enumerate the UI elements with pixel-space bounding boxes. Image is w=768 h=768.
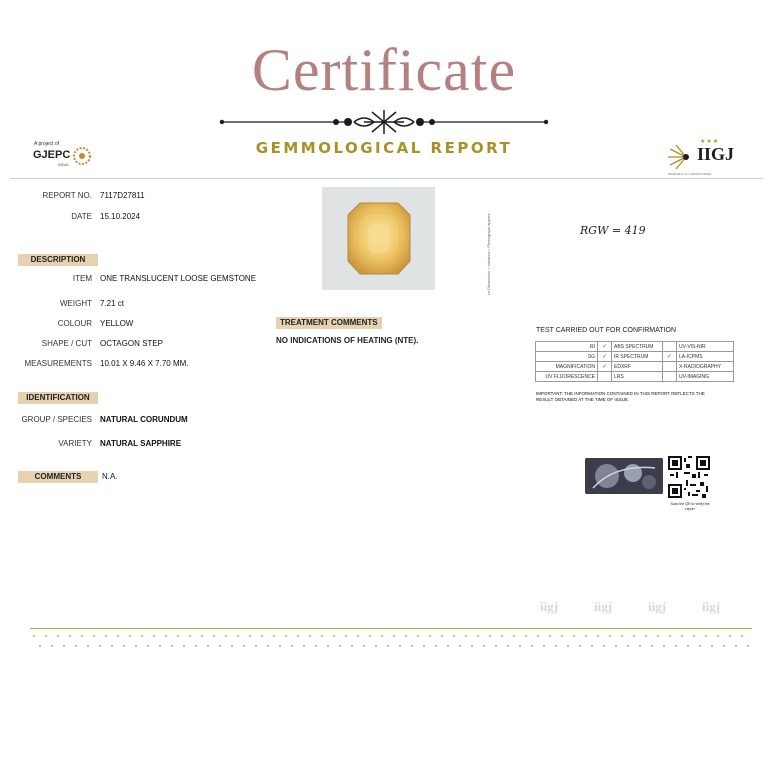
decorative-dot bbox=[297, 635, 299, 637]
decorative-dot bbox=[417, 635, 419, 637]
decorative-dot bbox=[33, 635, 35, 637]
iigj-watermark: iigj bbox=[540, 599, 559, 614]
decorative-dot bbox=[111, 645, 113, 647]
comments-value: N.A. bbox=[102, 472, 118, 481]
decorative-dot bbox=[543, 645, 545, 647]
decorative-dot bbox=[243, 645, 245, 647]
decorative-dot bbox=[657, 635, 659, 637]
decorative-dot bbox=[603, 645, 605, 647]
iigj-logo-text: IIGJ bbox=[697, 144, 735, 164]
decorative-dot bbox=[723, 645, 725, 647]
decorative-dot bbox=[285, 635, 287, 637]
test-cell: UV FLUORESCENCE bbox=[536, 372, 598, 382]
decorative-dot bbox=[81, 635, 83, 637]
decorative-dot bbox=[711, 645, 713, 647]
check-icon: ✓ bbox=[663, 352, 677, 362]
check-icon: ✓ bbox=[598, 342, 612, 352]
decorative-dot bbox=[279, 645, 281, 647]
decorative-dot bbox=[573, 635, 575, 637]
decorative-dot bbox=[231, 645, 233, 647]
decorative-dot bbox=[609, 635, 611, 637]
comments-header: COMMENTS bbox=[18, 471, 98, 483]
gjepc-country: INDIA bbox=[58, 162, 69, 167]
decorative-dot bbox=[183, 645, 185, 647]
decorative-dot bbox=[195, 645, 197, 647]
item-label: ITEM bbox=[72, 274, 92, 283]
decorative-dot bbox=[129, 635, 131, 637]
check-icon bbox=[663, 362, 677, 372]
decorative-dot bbox=[747, 645, 749, 647]
decorative-dot bbox=[531, 645, 533, 647]
iigj-watermark: iigj bbox=[648, 599, 667, 614]
decorative-dot bbox=[159, 645, 161, 647]
decorative-dot bbox=[351, 645, 353, 647]
check-icon: ✓ bbox=[598, 362, 612, 372]
decorative-dot bbox=[255, 645, 257, 647]
decorative-dot bbox=[273, 635, 275, 637]
decorative-dot bbox=[57, 635, 59, 637]
decorative-dot bbox=[267, 645, 269, 647]
decorative-dot bbox=[213, 635, 215, 637]
decorative-dot bbox=[225, 635, 227, 637]
gjepc-logo-text: GJEPC bbox=[33, 149, 71, 161]
qr-caption: Scan the QR to verify the report bbox=[670, 502, 710, 511]
measurements-value: 10.01 X 9.46 X 7.70 MM. bbox=[100, 359, 189, 368]
weight-label: WEIGHT bbox=[60, 299, 92, 308]
header-divider bbox=[10, 178, 763, 179]
hologram-seal bbox=[585, 458, 663, 494]
iigj-subtitle: RESEARCH & LABORATORIES bbox=[668, 172, 712, 176]
decorative-dot bbox=[99, 645, 101, 647]
test-cell: LRS bbox=[612, 372, 663, 382]
decorative-dot bbox=[567, 645, 569, 647]
tests-table bbox=[535, 341, 734, 382]
test-cell: LA-ICPMS bbox=[677, 352, 734, 362]
important-note: IMPORTANT: THE INFORMATION CONTAINED IN THIS REPORT REFLECTS THE RESULT OBTAINED AT THE TIME OF ISSUE. bbox=[536, 391, 705, 402]
report-title: GEMMOLOGICAL REPORT bbox=[255, 139, 513, 157]
decorative-dot bbox=[513, 635, 515, 637]
decorative-dot bbox=[291, 645, 293, 647]
report-no-value: 7117D27811 bbox=[100, 191, 145, 200]
decorative-dot bbox=[405, 635, 407, 637]
iigj-stars-icon: ★★★ bbox=[700, 139, 720, 145]
table-row bbox=[536, 342, 734, 352]
decorative-dot bbox=[483, 645, 485, 647]
decorative-dot bbox=[435, 645, 437, 647]
decorative-dot bbox=[393, 635, 395, 637]
tests-title: TEST CARRIED OUT FOR CONFIRMATION bbox=[536, 327, 677, 334]
gjepc-tag: A project of bbox=[34, 141, 60, 147]
decorative-dot bbox=[729, 635, 731, 637]
decorative-dot bbox=[171, 645, 173, 647]
decorative-dot bbox=[369, 635, 371, 637]
decorative-dot bbox=[693, 635, 695, 637]
gjepc-emblem-icon bbox=[72, 146, 92, 166]
table-row bbox=[536, 352, 734, 362]
certificate-title: Certificate bbox=[251, 37, 517, 103]
test-cell: UV-VIS-NIR bbox=[677, 342, 734, 352]
decorative-dot bbox=[165, 635, 167, 637]
title-ornament-divider bbox=[218, 108, 550, 136]
group-species-value: NATURAL CORUNDUM bbox=[100, 415, 188, 424]
decorative-dot bbox=[207, 645, 209, 647]
decorative-dot bbox=[117, 635, 119, 637]
measurements-label: MEASUREMENTS bbox=[24, 359, 92, 368]
decorative-dot bbox=[459, 645, 461, 647]
decorative-dot bbox=[399, 645, 401, 647]
description-header: DESCRIPTION bbox=[18, 254, 98, 266]
iigj-sunburst-icon bbox=[666, 144, 692, 170]
decorative-dot bbox=[93, 635, 95, 637]
test-cell: RI bbox=[536, 342, 598, 352]
group-species-label: GROUP / SPECIES bbox=[21, 415, 92, 424]
decorative-dot bbox=[39, 645, 41, 647]
decorative-dot bbox=[489, 635, 491, 637]
variety-label: VARIETY bbox=[58, 439, 92, 448]
report-no-label: REPORT NO. bbox=[42, 191, 92, 200]
decorative-dot bbox=[261, 635, 263, 637]
decorative-dot bbox=[705, 635, 707, 637]
check-icon bbox=[663, 342, 677, 352]
decorative-dot bbox=[561, 635, 563, 637]
date-label: DATE bbox=[71, 212, 92, 221]
decorative-dot bbox=[447, 645, 449, 647]
decorative-dot bbox=[135, 645, 137, 647]
decorative-dot bbox=[681, 635, 683, 637]
decorative-dot bbox=[501, 635, 503, 637]
decorative-dot bbox=[333, 635, 335, 637]
variety-value: NATURAL SAPPHIRE bbox=[100, 439, 182, 448]
decorative-dot bbox=[627, 645, 629, 647]
test-cell: ABS SPECTRUM bbox=[612, 342, 663, 352]
decorative-dot bbox=[201, 635, 203, 637]
test-cell: IR SPECTRUM bbox=[612, 352, 663, 362]
shape-cut-value: OCTAGON STEP bbox=[100, 339, 163, 348]
decorative-dot bbox=[621, 635, 623, 637]
gemstone-photo bbox=[322, 187, 435, 290]
item-value: ONE TRANSLUCENT LOOSE GEMSTONE bbox=[100, 274, 257, 283]
date-value: 15.10.2024 bbox=[100, 212, 141, 221]
handwritten-note: RGW = 419 bbox=[580, 224, 646, 237]
decorative-dot bbox=[699, 645, 701, 647]
treatment-comments-value: NO INDICATIONS OF HEATING (NTE). bbox=[276, 336, 419, 345]
decorative-dot bbox=[717, 635, 719, 637]
decorative-dot bbox=[321, 635, 323, 637]
decorative-dot bbox=[345, 635, 347, 637]
treatment-comments-header: TREATMENT COMMENTS bbox=[276, 317, 382, 329]
decorative-dot bbox=[645, 635, 647, 637]
check-icon bbox=[598, 372, 612, 382]
decorative-dot bbox=[477, 635, 479, 637]
identification-header: IDENTIFICATION bbox=[18, 392, 98, 404]
decorative-dot bbox=[585, 635, 587, 637]
table-row bbox=[536, 372, 734, 382]
decorative-dot bbox=[537, 635, 539, 637]
test-cell: UV-IMAGING bbox=[677, 372, 734, 382]
decorative-dot bbox=[579, 645, 581, 647]
decorative-dot bbox=[381, 635, 383, 637]
decorative-dot bbox=[75, 645, 77, 647]
decorative-dot bbox=[495, 645, 497, 647]
decorative-dot bbox=[177, 635, 179, 637]
decorative-dot bbox=[669, 635, 671, 637]
decorative-dot bbox=[651, 645, 653, 647]
decorative-dot bbox=[411, 645, 413, 647]
weight-value: 7.21 ct bbox=[100, 299, 125, 308]
decorative-dot bbox=[237, 635, 239, 637]
decorative-dot bbox=[453, 635, 455, 637]
decorative-dot bbox=[675, 645, 677, 647]
decorative-dot bbox=[423, 645, 425, 647]
decorative-dot bbox=[63, 645, 65, 647]
decorative-dot bbox=[327, 645, 329, 647]
yellow-sapphire-image bbox=[322, 187, 435, 290]
test-cell: SG bbox=[536, 352, 598, 362]
decorative-dot-border bbox=[30, 624, 752, 654]
decorative-dot bbox=[105, 635, 107, 637]
decorative-dot bbox=[741, 635, 743, 637]
decorative-dot bbox=[471, 645, 473, 647]
decorative-dot bbox=[189, 635, 191, 637]
decorative-dot bbox=[387, 645, 389, 647]
iigj-watermark: iigj bbox=[702, 599, 721, 614]
colour-value: YELLOW bbox=[100, 319, 134, 328]
decorative-dot bbox=[153, 635, 155, 637]
decorative-dot bbox=[465, 635, 467, 637]
decorative-dot bbox=[591, 645, 593, 647]
decorative-dot bbox=[375, 645, 377, 647]
colour-label: COLOUR bbox=[57, 319, 92, 328]
decorative-dot bbox=[87, 645, 89, 647]
table-row bbox=[536, 362, 734, 372]
decorative-dot bbox=[141, 635, 143, 637]
decorative-dot bbox=[549, 635, 551, 637]
test-cell: EDXRF bbox=[612, 362, 663, 372]
decorative-dot bbox=[633, 635, 635, 637]
decorative-dot bbox=[249, 635, 251, 637]
decorative-dot bbox=[735, 645, 737, 647]
test-cell: MAGNIFICATION bbox=[536, 362, 598, 372]
decorative-dot bbox=[687, 645, 689, 647]
decorative-dot bbox=[597, 635, 599, 637]
decorative-dot bbox=[219, 645, 221, 647]
decorative-dot bbox=[507, 645, 509, 647]
photo-side-note: ••• Dimension ≈ variance • Photograph approx. bbox=[486, 212, 491, 295]
decorative-dot bbox=[525, 635, 527, 637]
decorative-dot bbox=[303, 645, 305, 647]
decorative-dot bbox=[147, 645, 149, 647]
decorative-dot bbox=[429, 635, 431, 637]
check-icon bbox=[663, 372, 677, 382]
decorative-dot bbox=[519, 645, 521, 647]
decorative-dot bbox=[51, 645, 53, 647]
decorative-dot bbox=[555, 645, 557, 647]
decorative-dot bbox=[309, 635, 311, 637]
decorative-dot bbox=[663, 645, 665, 647]
shape-cut-label: SHAPE / CUT bbox=[41, 339, 92, 348]
check-icon: ✓ bbox=[598, 352, 612, 362]
decorative-dot bbox=[639, 645, 641, 647]
decorative-dot bbox=[69, 635, 71, 637]
decorative-dot bbox=[363, 645, 365, 647]
decorative-dot bbox=[441, 635, 443, 637]
test-cell: X-RADIOGRAPHY bbox=[677, 362, 734, 372]
decorative-dot bbox=[357, 635, 359, 637]
decorative-dot bbox=[615, 645, 617, 647]
qr-code-icon[interactable] bbox=[668, 456, 710, 498]
decorative-dot bbox=[339, 645, 341, 647]
iigj-watermark: iigj bbox=[594, 599, 613, 614]
decorative-dot bbox=[315, 645, 317, 647]
decorative-dot bbox=[45, 635, 47, 637]
decorative-dot bbox=[123, 645, 125, 647]
